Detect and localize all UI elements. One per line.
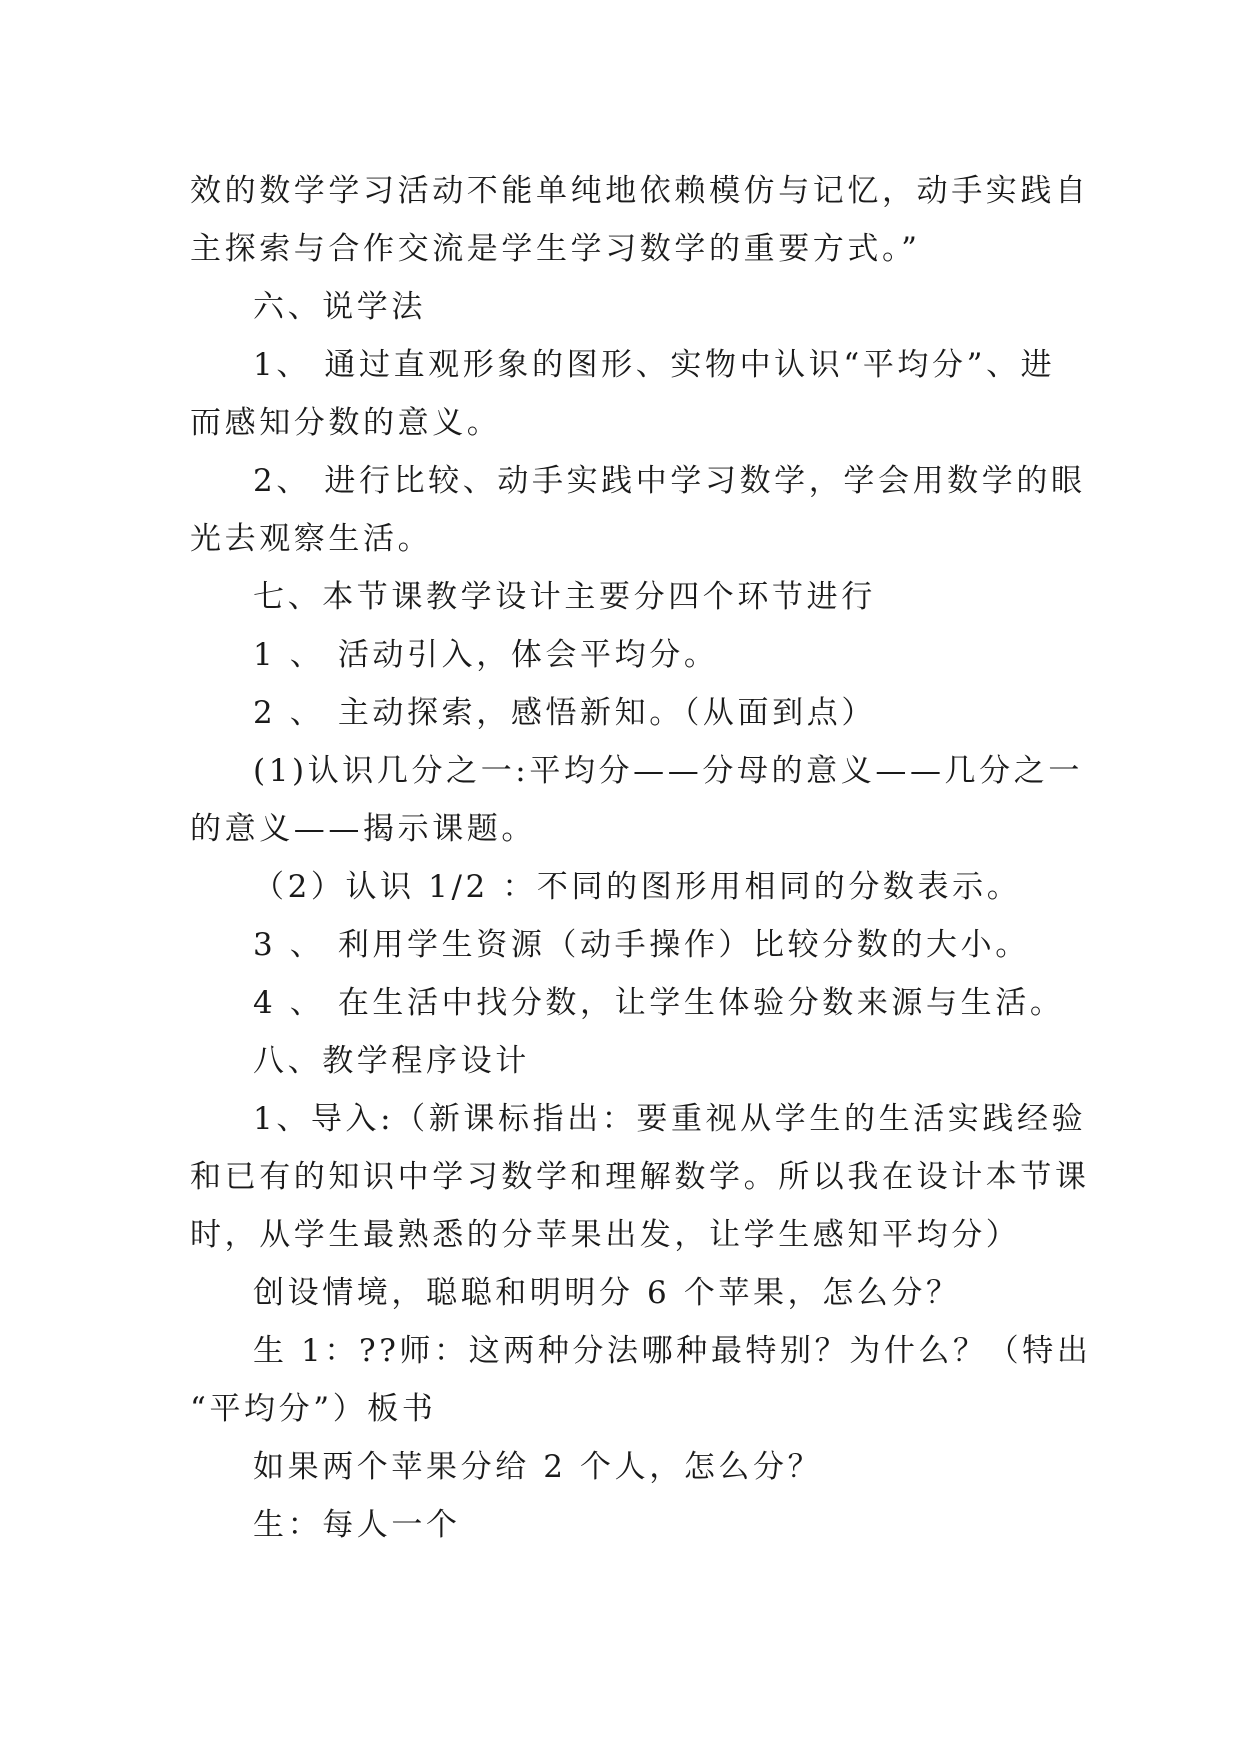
text-line: “平均分”）板书 <box>190 1391 437 1427</box>
text-line: 效的数学学习活动不能单纯地依赖模仿与记忆，动手实践自 <box>190 173 1090 209</box>
text-line: 1、 通过直观形象的图形、实物中认识“平均分”、进 <box>253 347 1056 383</box>
text-line: 生：每人一个 <box>253 1507 461 1543</box>
text-line: 主探索与合作交流是学生学习数学的重要方式。” <box>190 231 921 267</box>
text-line: 4 、 在生活中找分数，让学生体验分数来源与生活。 <box>253 985 1065 1021</box>
text-line: 而感知分数的意义。 <box>190 405 502 441</box>
text-line: 的意义——揭示课题。 <box>190 811 536 847</box>
text-line: 2、 进行比较、动手实践中学习数学，学会用数学的眼 <box>253 463 1086 499</box>
text-line: 1、导入:（新课标指出：要重视从学生的生活实践经验 <box>253 1101 1087 1137</box>
text-line: 八、教学程序设计 <box>253 1043 530 1079</box>
text-line: 六、说学法 <box>253 289 426 325</box>
text-line: 时，从学生最熟悉的分苹果出发，让学生感知平均分） <box>190 1217 1021 1253</box>
text-line: （2）认识 1/2 ：不同的图形用相同的分数表示。 <box>253 869 1022 905</box>
text-line: 1 、 活动引入，体会平均分。 <box>253 637 719 673</box>
text-line: 创设情境，聪聪和明明分 6 个苹果，怎么分？ <box>253 1275 961 1311</box>
text-line: (1)认识几分之一:平均分——分母的意义——几分之一 <box>253 753 1083 789</box>
text-line: 如果两个苹果分给 2 个人，怎么分？ <box>253 1449 823 1485</box>
text-line: 2 、 主动探索，感悟新知。（从面到点） <box>253 695 876 731</box>
text-line: 生 1：??师：这两种分法哪种最特别？为什么？（特出 <box>253 1333 1092 1369</box>
text-line: 和已有的知识中学习数学和理解数学。所以我在设计本节课 <box>190 1159 1090 1195</box>
text-line: 3 、 利用学生资源（动手操作）比较分数的大小。 <box>253 927 1030 963</box>
text-line: 七、本节课教学设计主要分四个环节进行 <box>253 579 876 615</box>
text-line: 光去观察生活。 <box>190 521 433 557</box>
